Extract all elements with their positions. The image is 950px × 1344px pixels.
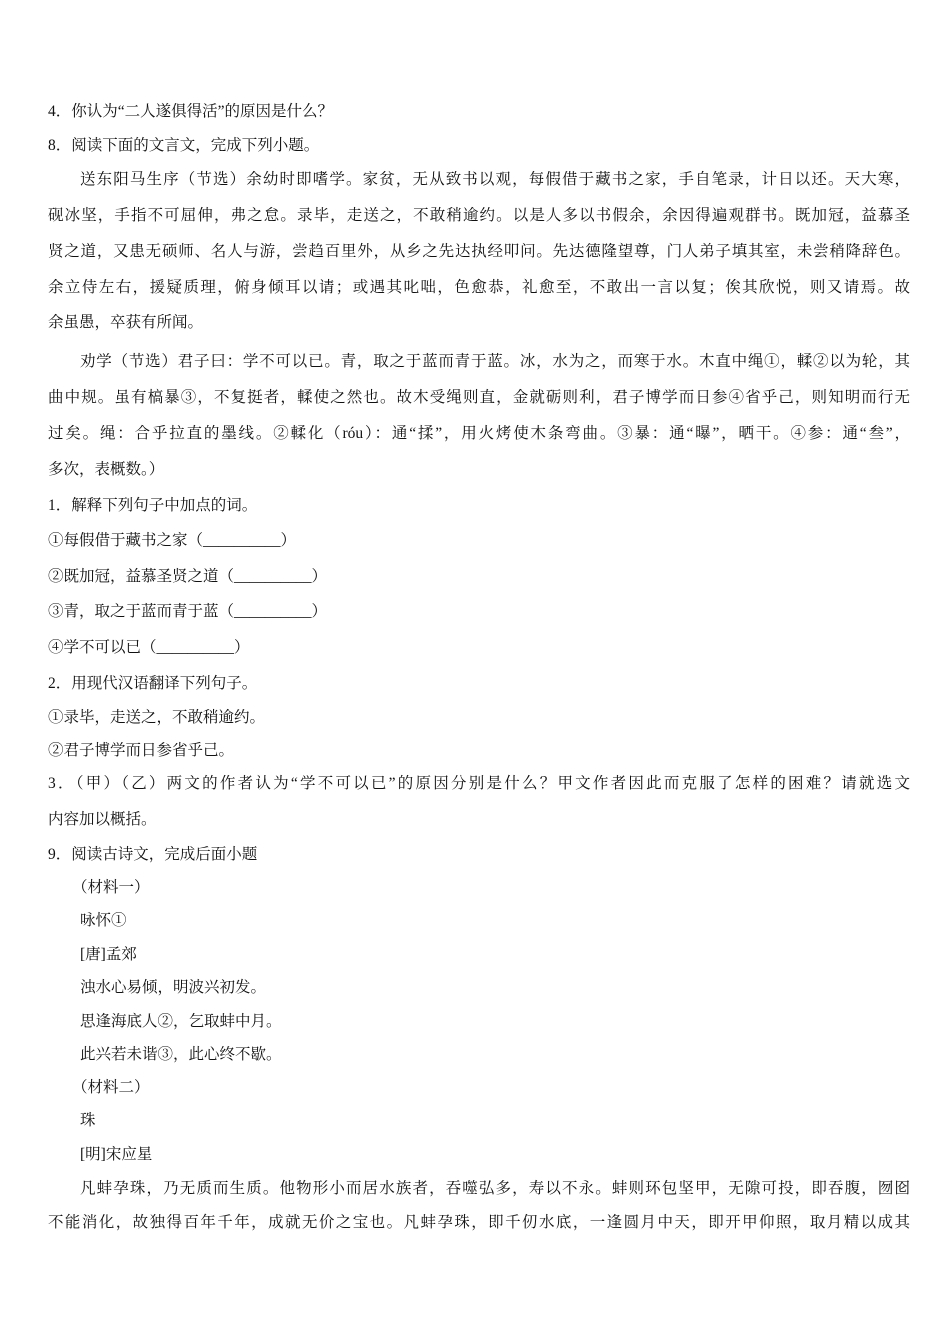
material-2-label: （材料二） [72,1079,150,1096]
passage-line: 余虽愚，卒获有所闻。 [48,314,204,331]
passage-line: 砚冰坚，手指不可屈伸，弗之怠。录毕，走送之，不敢稍逾约。以是人多以书假余，余因得遍观群书。既加冠，益慕圣 [48,207,910,224]
material-2-author: [明]宋应星 [80,1146,153,1163]
material-2-title: 珠 [80,1112,96,1129]
poem-line: 思逢海底人②，乞取蚌中月。 [80,1013,282,1030]
passage-line: 余立侍左右，援疑质理，俯身倾耳以请；或遇其叱咄，色愈恭，礼愈至，不敢出一言以复；俟其欣悦，则又请焉。故 [48,279,910,296]
material-2-line: 凡蚌孕珠，乃无质而生质。他物形小而居水族者，吞噬弘多，寿以不永。蚌则环包坚甲，无隙可投，即吞腹，囫囵 [80,1180,910,1197]
material-2-line: 不能消化，故独得百年千年，成就无价之宝也。凡蚌孕珠，即千仞水底，一逢圆月中天，即开甲仰照，取月精以成其 [48,1214,910,1231]
subquestion-2-title: 2．用现代汉语翻译下列句子。 [48,675,258,692]
subquestion-1-title: 1．解释下列句子中加点的词。 [48,497,258,514]
passage-line: 过矣。绳：合乎拉直的墨线。②輮化（róu）：通“揉”，用火烤使木条弯曲。③暴：通“曝”，晒干。④参：通“叁”， [48,425,910,442]
poem-line: 此兴若未谐③，此心终不歇。 [80,1046,282,1063]
poem-line: 浊水心易倾，明波兴初发。 [80,979,267,996]
subquestion-2-item: ①录毕，走送之，不敢稍逾约。 [48,709,266,726]
passage-line: 劝学（节选）君子曰：学不可以已。青，取之于蓝而青于蓝。冰，水为之，而寒于水。木直中绳①，輮②以为轮，其 [80,353,910,370]
material-1-label: （材料一） [72,879,150,896]
subquestion-1-item: ③青，取之于蓝而青于蓝（__________） [48,603,328,620]
question-4: 4．你认为“二人遂俱得活”的原因是什么？ [48,103,334,120]
poem-title: 咏怀① [80,912,127,929]
passage-line: 贤之道，又患无硕师、名人与游，尝趋百里外，从乡之先达执经叩问。先达德隆望尊，门人弟子填其室，未尝稍降辞色。 [48,243,910,260]
passage-line: 送东阳马生序（节选）余幼时即嗜学。家贫，无从致书以观，每假借于藏书之家，手自笔录，计日以还。天大寒， [80,171,910,188]
subquestion-1-item: ④学不可以已（__________） [48,639,250,656]
subquestion-1-item: ②既加冠，益慕圣贤之道（__________） [48,568,328,585]
subquestion-1-item: ①每假借于藏书之家（__________） [48,532,297,549]
subquestion-3: 3．（甲）（乙）两文的作者认为“学不可以已”的原因分别是什么？甲文作者因此而克服了怎样的困难？请就选文 [48,775,910,792]
subquestion-3: 内容加以概括。 [48,811,157,828]
poem-author: [唐]孟郊 [80,946,137,963]
passage-line: 多次，表概数。） [48,461,165,478]
question-9-title: 9．阅读古诗文，完成后面小题 [48,846,258,863]
passage-line: 曲中规。虽有槁暴③，不复挺者，輮使之然也。故木受绳则直，金就砺则利，君子博学而日参④省乎己，则知明而行无 [48,389,910,406]
subquestion-2-item: ②君子博学而日参省乎己。 [48,742,235,759]
question-8-title: 8．阅读下面的文言文，完成下列小题。 [48,137,320,154]
